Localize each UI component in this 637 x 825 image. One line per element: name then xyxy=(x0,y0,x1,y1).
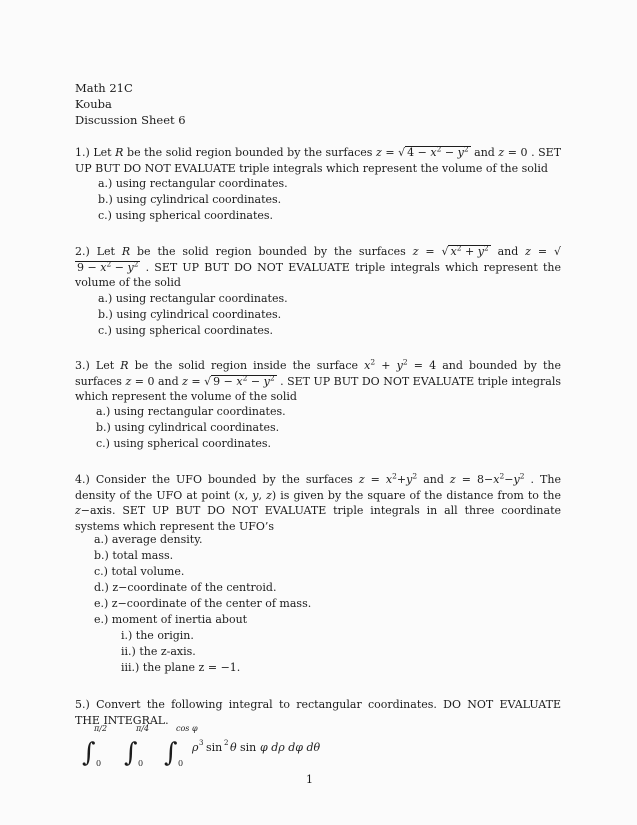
svg-text:θ: θ xyxy=(230,741,237,754)
problem-number: 4.) xyxy=(75,473,90,486)
problem-2-option-b: b.) using cylindrical coordinates. xyxy=(98,308,282,321)
problem-1-option-c: c.) using spherical coordinates. xyxy=(98,209,274,222)
problem-2-option-a: a.) using rectangular coordinates. xyxy=(98,292,288,305)
svg-text:φ dρ dφ dθ: φ dρ dφ dθ xyxy=(260,741,321,754)
problem-3-option-b: b.) using cylindrical coordinates. xyxy=(96,421,280,434)
svg-text:3: 3 xyxy=(199,739,204,747)
problem-4-suboption-i: i.) the origin. xyxy=(121,629,194,642)
problem-4-suboption-iii: iii.) the plane z = −1. xyxy=(121,661,241,674)
svg-text:∫: ∫ xyxy=(82,738,96,768)
problem-4-option-e: e.) z−coordinate of the center of mass. xyxy=(94,597,312,610)
problem-4-option-a: a.) average density. xyxy=(94,533,203,546)
problem-3-option-a: a.) using rectangular coordinates. xyxy=(96,405,286,418)
instructor-name: Kouba xyxy=(75,97,112,111)
problem-3-option-c: c.) using spherical coordinates. xyxy=(96,437,272,450)
problem-1-option-b: b.) using cylindrical coordinates. xyxy=(98,193,282,206)
svg-text:0: 0 xyxy=(178,759,184,768)
svg-text:sin: sin xyxy=(240,741,257,754)
problem-5: 5.) Convert the following integral to rectangular coordinates. DO NOT EVALUATE THE INTEGRAL. xyxy=(75,698,561,727)
problem-number: 1.) xyxy=(75,146,90,159)
svg-text:cos φ: cos φ xyxy=(176,724,198,733)
problem-4-option-c: c.) total volume. xyxy=(94,565,185,578)
problem-4-option-b: b.) total mass. xyxy=(94,549,174,562)
problem-3: 3.) Let R be the solid region inside the surface $x^2 + y^2 = 4$ and bounded by the surfaces z = 0 and z = √ $9 - x^2 - y^2$ . SET UP BUT DO NOT EVALUATE triple integrals which represent the volume of the solid xyxy=(75,357,561,403)
svg-text:0: 0 xyxy=(96,759,102,768)
problem-number: 5.) xyxy=(75,698,90,711)
svg-text:∫: ∫ xyxy=(164,738,178,768)
problem-1-option-a: a.) using rectangular coordinates. xyxy=(98,177,288,190)
problem-2-option-c: c.) using spherical coordinates. xyxy=(98,324,274,337)
problem-2: 2.) Let R be the solid region bounded by the surfaces z = √ $x^2 + y^2$ and $z = √9 - x^2 - y^2$ . SET UP BUT DO NOT EVALUATE triple integrals which represent the volume of the solid xyxy=(75,243,561,289)
problem-4-option-e2: e.) moment of inertia about xyxy=(94,613,248,626)
sheet-title: Discussion Sheet 6 xyxy=(75,113,186,127)
problem-4-suboption-ii: ii.) the z-axis. xyxy=(121,645,196,658)
svg-text:∫: ∫ xyxy=(124,738,138,768)
svg-text:sin: sin xyxy=(206,741,223,754)
page-number: 1 xyxy=(306,773,313,786)
problem-number: 2.) xyxy=(75,245,90,258)
problem-1: 1.) Let R be the solid region bounded by the surfaces z = √ $4 - x^2 - y^2$ and z = 0 . SET UP BUT DO NOT EVALUATE triple integrals which represent the volume of the solid xyxy=(75,144,562,175)
problem-4-option-d: d.) z−coordinate of the centroid. xyxy=(94,581,277,594)
course-name: Math 21C xyxy=(75,81,133,95)
svg-text:π/2: π/2 xyxy=(94,724,108,733)
problem-4: 4.) Consider the UFO bounded by the surfaces $z = x^2+y^2$ and $z = 8-x^2-y^2$ . The density of the UFO at point (x, y, z) is given by the square of the distance from to the z−axis. SET UP BUT DO NOT EVALUATE triple integrals in all three coordinate systems which represent the UFO’s xyxy=(75,471,562,533)
svg-text:ρ: ρ xyxy=(192,741,199,754)
svg-text:0: 0 xyxy=(138,759,144,768)
problem-number: 3.) xyxy=(75,359,90,372)
svg-text:2: 2 xyxy=(224,739,229,747)
svg-text:π/4: π/4 xyxy=(136,724,150,733)
triple-integral-formula xyxy=(82,723,382,768)
